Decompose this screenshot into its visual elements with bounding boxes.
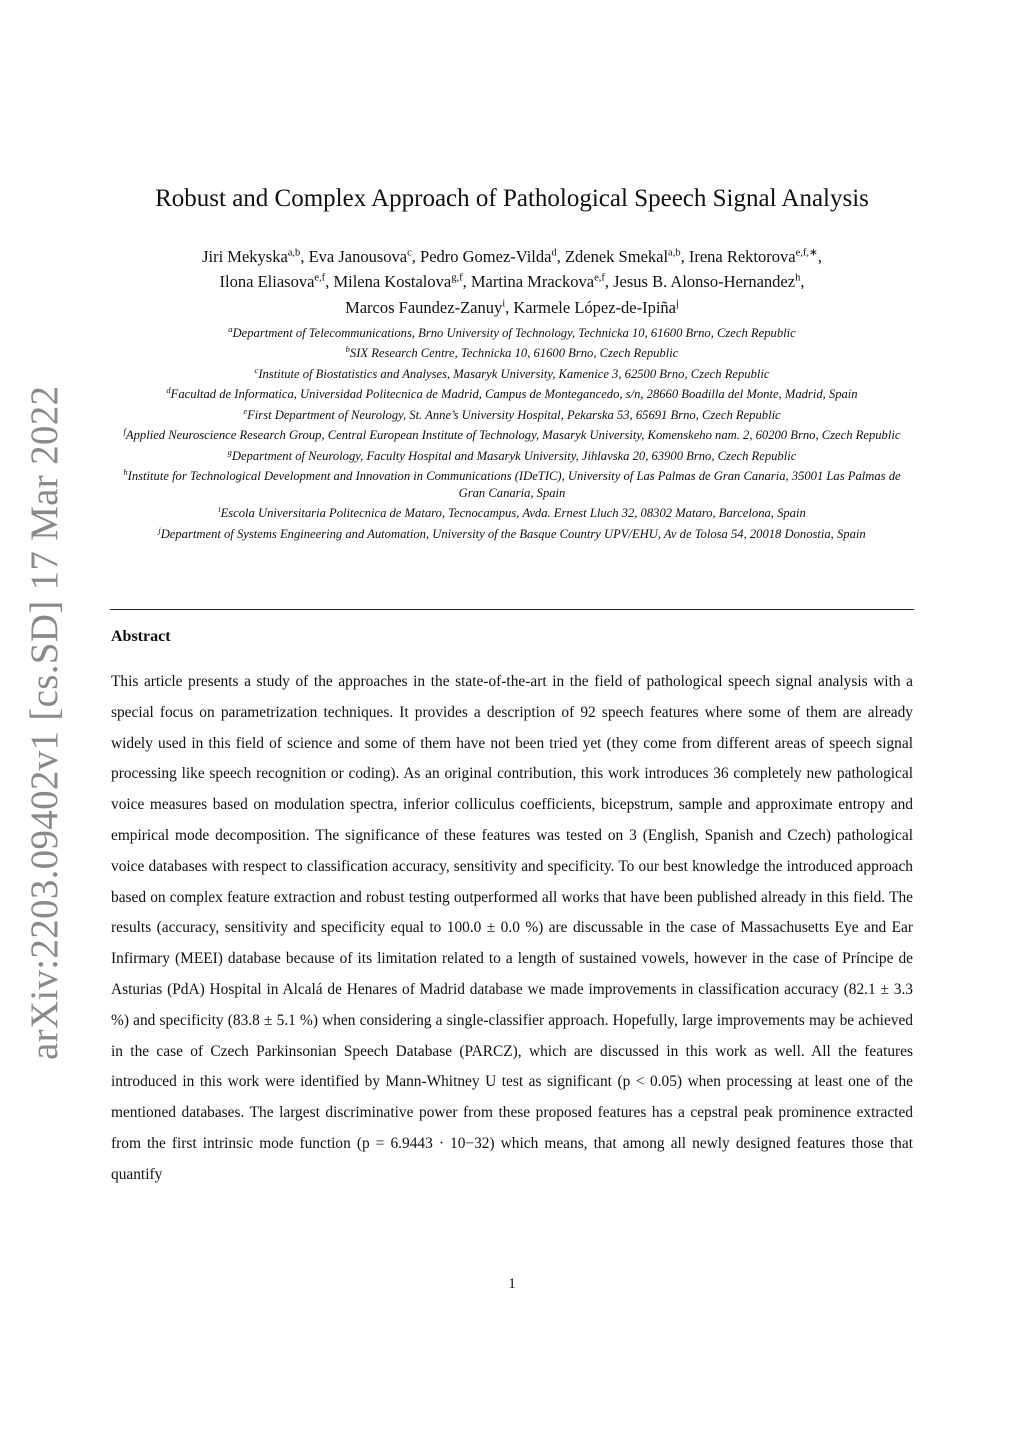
arxiv-identifier: arXiv:2203.09402v1 [cs.SD] 17 Mar 2022 — [23, 385, 66, 1060]
author-name: Zdenek Smekal — [564, 246, 669, 266]
affiliation-text: Institute for Technological Development and Innovation in Communications (IDeTIC), University of Las Palmas de Gran Canaria, 35001 Las Palmas de Gran Canaria, Spain — [127, 469, 901, 500]
paper-title: Robust and Complex Approach of Pathological Speech Signal Analysis — [155, 185, 869, 212]
affiliation-text: Escola Universitaria Politecnica de Mataro, Tecnocampus, Avda. Ernest Lluch 32, 08302 Mataro, Barcelona, Spain — [220, 506, 806, 521]
affiliation — [110, 444, 914, 464]
affiliation-mark: e — [243, 405, 248, 416]
affiliation — [110, 423, 914, 443]
author-affiliation-mark: i — [502, 298, 506, 309]
author: Marcos Faundez-Zanuy$^i$, — [345, 297, 514, 317]
affiliation-text: Department of Neurology, Faculty Hospital and Masaryk University, Jihlavska 20, 63900 Brno, Czech Republic — [231, 449, 797, 464]
affiliation-text: Applied Neuroscience Research Group, Central European Institute of Technology, Masaryk University, Komenskeho nam. 2, 60200 Brno, Czech Republic — [125, 428, 901, 443]
author-name: Jiri Mekyska — [202, 246, 288, 266]
author-name: Ilona Eliasova — [219, 272, 315, 291]
affiliation-text: Facultad de Informatica, Universidad Politecnica de Madrid, Campus de Montegancedo, s/n, 28660 Boadilla del Monte, Madrid, Spain — [170, 387, 858, 402]
author-affiliation-mark: e,f — [314, 272, 326, 284]
affiliation-list — [110, 321, 914, 542]
author-name: Pedro Gomez-Vilda — [420, 246, 552, 266]
affiliation-mark: a — [228, 324, 233, 334]
author: Ilona Eliasova$^{e,f}$, — [219, 272, 334, 291]
affiliation-text: Department of Systems Engineering and Automation, University of the Basque Country UPV/EHU, Av de Tolosa 54, 20018 Donostia, Spain — [160, 526, 866, 541]
author-affiliation-mark: j — [676, 298, 679, 309]
affiliation — [110, 522, 914, 542]
author-affiliation-mark: d — [551, 247, 557, 258]
author-affiliation-mark: a,b — [668, 247, 681, 258]
author — [513, 298, 679, 317]
author-list — [110, 242, 914, 319]
author-affiliation-mark: a,b — [287, 247, 301, 258]
affiliation-mark: f — [123, 426, 126, 437]
author: Milena Kostalova$^{g,f}$, — [333, 272, 471, 291]
author-affiliation-mark: e,f,∗ — [795, 247, 818, 258]
affiliation-text: Department of Telecommunications, Brno University of Technology, Technicka 10, 61600 Brno, Czech Republic — [232, 326, 796, 341]
affiliation-mark: h — [123, 467, 128, 478]
affiliation-mark: d — [166, 385, 171, 396]
author-affiliation-mark: g,f — [451, 272, 463, 284]
affiliation-text: SIX Research Centre, Technicka 10, 61600 Brno, Czech Republic — [349, 346, 679, 361]
abstract-divider — [110, 609, 914, 610]
author: Martina Mrackova$^{e,f}$, — [470, 272, 614, 291]
affiliation-mark: c — [254, 364, 259, 375]
affiliation — [110, 464, 914, 501]
author-name: Eva Janousova — [308, 246, 408, 266]
affiliation-mark: b — [345, 344, 350, 355]
abstract-text: This article presents a study of the approaches in the state-of-the-art in the field of pathological speech signal analysis with a special focus on parametrization techniques. It provides a description of 92 speech features where some of them are already widely used in this field of science and some of them have not been tried yet (they come from different areas of speech signal processing like speech recognition or coding). As an original contribution, this work introduces 36 completely new pathological voice measures based on modulation spectra, inferior colliculus coefficients, bicepstrum, sample and approximate entropy and empirical mode decomposition. The significance of these features was tested on 3 (English, Spanish and Czech) pathological voice databases with respect to classification accuracy, sensitivity and specificity. To our best knowledge the introduced approach based on complex feature extraction and robust testing outperformed all works that have been published already in this field. The results (accuracy, sensitivity and specificity equal to 100.0 ± 0.0 %) are discussable in the case of Massachusetts Eye and Ear Infirmary (MEEI) database because of its limitation related to a length of sustained vowels, however in the case of Príncipe de Asturias (PdA) Hospital in Alcalá de Henares of Madrid database we made improvements in classification accuracy (82.1 ± 3.3 %) and specificity (83.8 ± 5.1 %) when considering a single-classifier approach. Hopefully, large improvements may be achieved in the case of Czech Parkinsonian Speech Database (PARCZ), which are discussed in this work as well. All the features introduced in this work were identified by Mann-Whitney U test as significant (p < 0.05) when processing at least one of the mentioned databases. The largest discriminative power from these proposed features has a cepstral peak prominence extracted from the first intrinsic mode function (p = 6.9443 · 10−32) which means, that among all newly designed features those that quantify — [111, 673, 913, 1183]
affiliation-mark: g — [227, 446, 232, 457]
affiliation-text: Institute of Biostatistics and Analyses, Masaryk University, Kamenice 3, 62500 Brno, Czech Republic — [258, 367, 770, 382]
abstract-heading: Abstract — [111, 628, 171, 645]
affiliation-text: First Department of Neurology, St. Anne’s University Hospital, Pekarska 53, 65691 Brno, Czech Republic — [247, 408, 781, 423]
author: Eva Janousova$^c$, — [308, 246, 421, 266]
author: Pedro Gomez-Vilda$^d$, — [420, 246, 565, 266]
author-affiliation-mark: c — [407, 247, 412, 258]
author-affiliation-mark: h — [795, 272, 801, 284]
affiliation — [110, 362, 914, 382]
affiliation — [110, 403, 914, 423]
author-name: Irena Rektorova — [688, 246, 796, 266]
author: Jesus B. Alonso-Hernandez$^h$, — [613, 272, 805, 291]
affiliation — [110, 382, 914, 402]
author: Zdenek Smekal$^{a,b}$, — [564, 246, 689, 266]
author-name: Karmele López-de-Ipiña — [513, 297, 677, 317]
affiliation — [110, 321, 914, 341]
author-name: Jesus B. Alonso-Hernandez — [613, 272, 796, 291]
page-number: 1 — [508, 1276, 516, 1292]
author: Jiri Mekyska$^{a,b}$, — [202, 246, 309, 266]
affiliation-mark: j — [158, 524, 161, 535]
author-affiliation-mark: e,f — [594, 272, 605, 284]
author-name: Marcos Faundez-Zanuy — [345, 297, 503, 317]
author-name: Martina Mrackova — [470, 272, 595, 291]
author: Irena Rektorova$^{e,f,∗}$, — [688, 246, 822, 266]
affiliation — [110, 341, 914, 361]
affiliation-mark: i — [218, 504, 221, 515]
affiliation — [110, 501, 914, 521]
author-name: Milena Kostalova — [333, 272, 452, 291]
